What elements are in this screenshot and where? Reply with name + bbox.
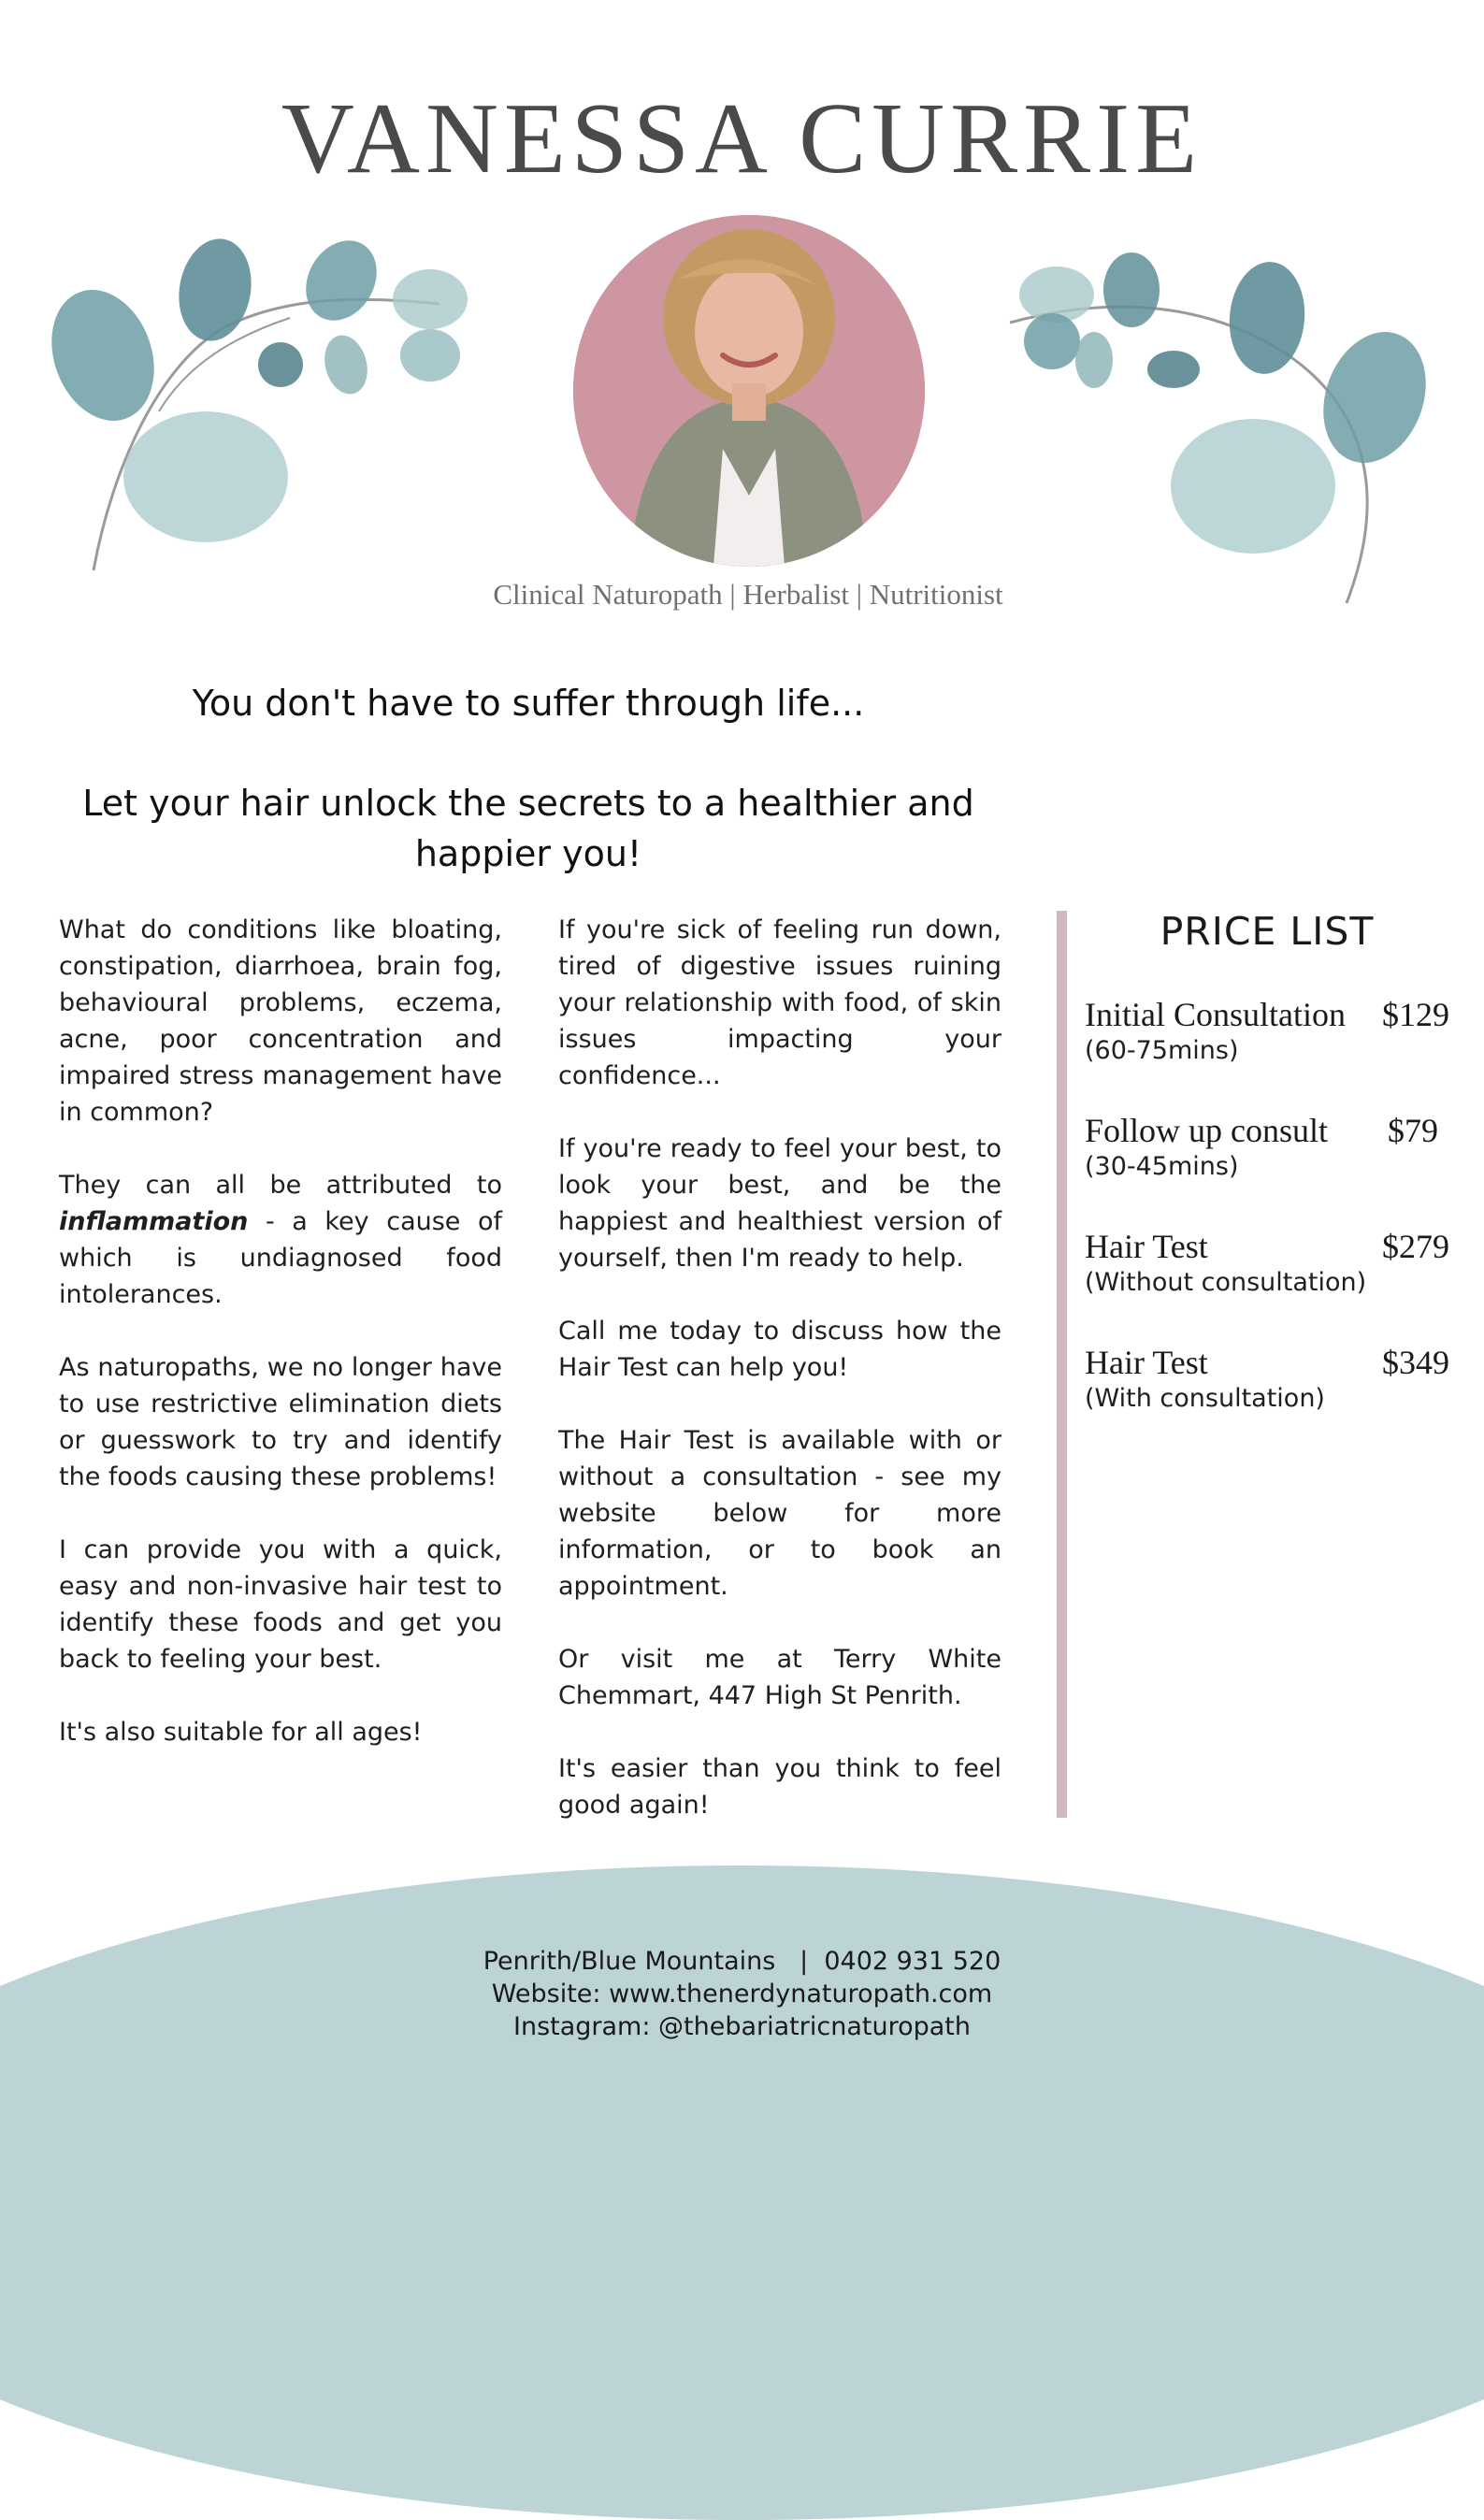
price-list-divider — [1057, 911, 1067, 1818]
tagline-primary: You don't have to suffer through life... — [192, 683, 865, 724]
eucalyptus-right-illustration — [1001, 238, 1440, 612]
price-item — [1085, 1343, 1449, 1413]
eucalyptus-left-illustration — [47, 224, 486, 580]
paragraph: If you're sick of feeling run down, tired of digestive issues ruining your relationship with food, of skin issues impacting your confidence... — [558, 915, 1001, 1090]
paragraph: As naturopaths, we no longer have to use restrictive elimination diets or guesswork to try and identify the foods causing these problems! — [59, 1353, 502, 1491]
body-column-middle — [558, 912, 1001, 1860]
paragraph: What do conditions like bloating, constipation, diarrhoea, brain fog, behavioural problems, eczema, acne, poor concentration and impaired stress management have in common? — [59, 915, 502, 1127]
professional-titles: Clinical Naturopath | Herbalist | Nutritionist — [493, 578, 1003, 611]
price-item-note: (60-75mins) — [1085, 1036, 1239, 1065]
paragraph: The Hair Test is available with or without a consultation - see my website below for more information, or to book an appointment. — [558, 1426, 1001, 1601]
price-item — [1085, 995, 1449, 1065]
paragraph: They can all be attributed to inflammation - a key cause of which is undiagnosed food intolerances. — [59, 1171, 502, 1309]
price-item-note: (With consultation) — [1085, 1384, 1325, 1413]
price-item — [1085, 1111, 1449, 1181]
paragraph: It's also suitable for all ages! — [59, 1718, 423, 1747]
price-item-amount: $129 — [1382, 996, 1449, 1033]
paragraph: If you're ready to feel your best, to look your best, and be the happiest and healthiest version of yourself, then I'm ready to help. — [558, 1134, 1001, 1273]
contact-instagram[interactable]: Instagram: @thebariatricnaturopath — [513, 2012, 971, 2041]
price-item-amount: $349 — [1382, 1344, 1449, 1381]
price-item-amount: $79 — [1388, 1112, 1438, 1149]
price-item-note: (30-45mins) — [1085, 1152, 1239, 1181]
price-item-note: (Without consultation) — [1085, 1268, 1367, 1297]
portrait-photo — [573, 215, 925, 567]
price-item-name: Hair Test — [1085, 1344, 1208, 1381]
price-item-name: Follow up consult — [1085, 1112, 1329, 1149]
paragraph: It's easier than you think to feel good again! — [558, 1754, 1001, 1820]
price-item-name: Hair Test — [1085, 1228, 1208, 1265]
paragraph: Call me today to discuss how the Hair Test can help you! — [558, 1317, 1001, 1382]
price-item-name: Initial Consultation — [1085, 996, 1346, 1033]
paragraph: I can provide you with a quick, easy and non-invasive hair test to identify these foods and get you back to feeling your best. — [59, 1535, 502, 1674]
price-item-amount: $279 — [1382, 1228, 1449, 1265]
contact-website[interactable]: Website: www.thenerdynaturopath.com — [491, 1980, 993, 2009]
contact-location-phone: Penrith/Blue Mountains | 0402 931 520 — [483, 1947, 1001, 1976]
page-title: VANESSA CURRIE — [281, 83, 1203, 194]
emphasis-inflammation: inflammation — [59, 1207, 249, 1236]
contact-footer — [0, 1945, 1484, 2043]
paragraph: Or visit me at Terry White Chemmart, 447 High St Penrith. — [558, 1645, 1001, 1710]
tagline-secondary: Let your hair unlock the secrets to a healthier and happier you! — [82, 783, 974, 874]
price-item — [1085, 1227, 1449, 1297]
price-list-title: PRICE LIST — [1160, 909, 1375, 954]
body-column-left — [59, 912, 502, 1787]
